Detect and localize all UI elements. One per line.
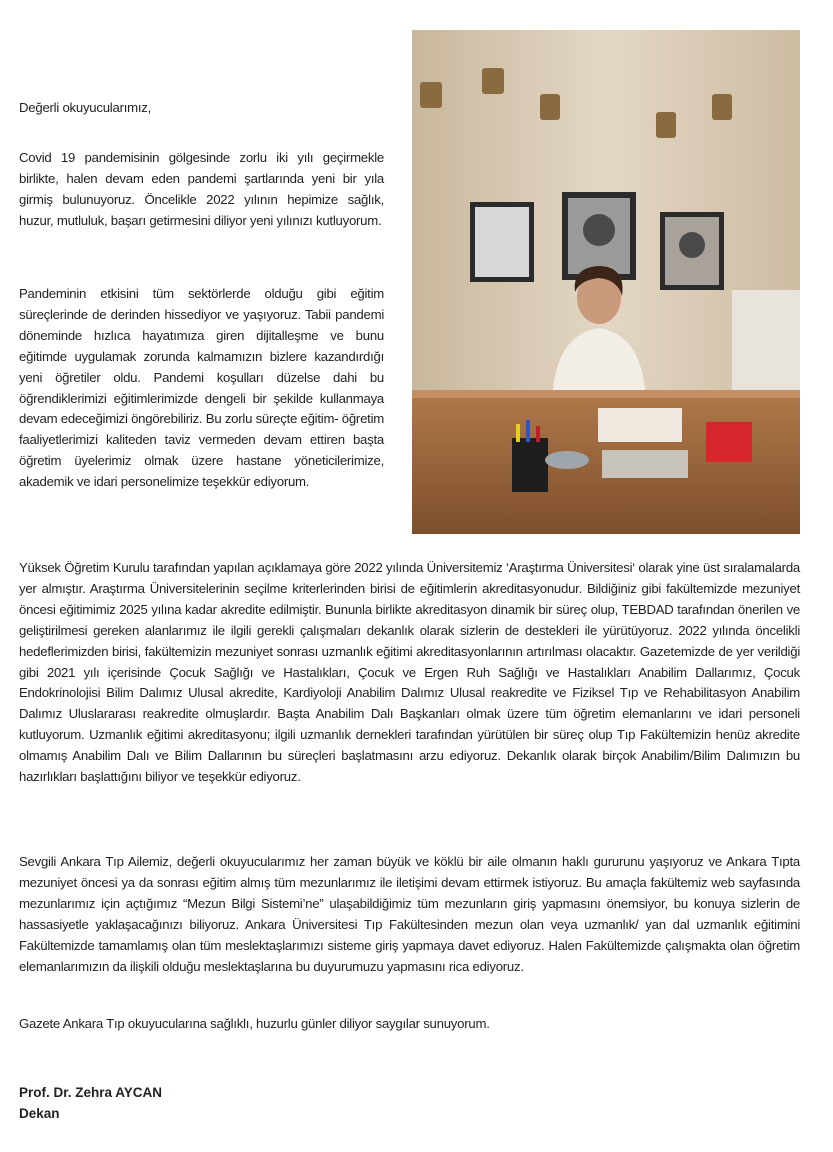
paragraph-pandemic: Pandeminin etkisini tüm sektörlerde olduğu gibi eğitim süreçlerinde de derinden hissediyor ve yaşıyoruz. Tabii pandemi döneminde hızlıca hayatımıza giren dijitalleşme ve bunu eğitimde uygulamak zorunda kalmamızın bizlere kazandırdığı yeni öğretiler oldu. Pandemi koşulları düzelse dahi bu öğrendiklerimizi eğitimlerimizde dengeli bir şekilde kullanmaya devam edeceğimizi öngörebiliriz. Bu zorlu süreçte eğitim- öğretim faaliyetlerimizi kaliteden taviz vermeden devam ettiren başta öğretim üyelerimiz olmak üzere hastane yöneticilerimize, akademik ve idari personelimize teşekkür ediyorum. <box>19 286 384 490</box>
paragraph-alumni: Sevgili Ankara Tıp Ailemiz, değerli okuyucularımız her zaman büyük ve köklü bir aile olmanın haklı gururunu yaşıyoruz ve Ankara Tıpta mezuniyet öncesi ya da sonrası eğitim almış tüm mezunlarımız ile iletişimi devam ettirmek istiyoruz. Bu amaçla fakültemiz web sayfasında mezunlarımız için açtığımız “Mezun Bilgi Sistemi’ne” ulaşabildiğimiz tüm mezunların giriş yapmasını önemsiyor, bu konuya sizlerin de hassasiyetle yaklaşacağınızı biliyoruz. Ankara Üniversitesi Tıp Fakültesinden mezun olan veya uzmanlık/ yan dal uzmanlık eğitimini Fakültemizde tamamlamış olan tüm meslektaşlarımızı sisteme giriş yapmaya davet ediyoruz. Halen Fakültemizde çalışmakta olan öğretim elemanlarımızın da ilişkili olduğu meslektaşlarına bu duyurumuzu yapmasını rica ediyoruz. <box>19 854 800 974</box>
paragraph-intro: Covid 19 pandemisinin gölgesinde zorlu iki yılı geçirmekle birlikte, halen devam eden pandemi şartlarında yeni bir yıla girmiş bulunuyoruz. Öncelikle 2022 yılının hepimize sağlık, huzur, mutluluk, başarı getirmesini diliyor yeni yılınızı kutluyorum. <box>19 150 384 228</box>
signature-title: Dekan <box>19 1106 60 1121</box>
paragraph-accreditation: Yüksek Öğretim Kurulu tarafından yapılan açıklamaya göre 2022 yılında Üniversitemiz ‘Araştırma Üniversitesi‘ olarak yine üst sıralamalarda yer almıştır. Araştırma Üniversitelerinin seçilme kriterlerinden birisi de eğitimlerin akreditasyonudur. Bildiğiniz gibi fakültemizde mezuniyet öncesi eğitimimiz 2025 yılına kadar akredite edilmiştir. Bununla birlikte akreditasyon dinamik bir süreç olup, TEBDAD tarafından önerilen ve geliştirilmesi gereken alanlarımız ile ilgili gerekli çalışmaları dekanlık olarak sizlerin de destekleri ile yürütüyoruz. 2022 yılında öncelikli hedeflerimizden birisi, fakültemizin mezuniyet sonrası uzmanlık eğitimi akreditasyonlarının artırılması olacaktır. Gazetemizde de yer verildiği gibi 2021 yılı içerisinde Çocuk Sağlığı ve Hastalıkları, Çocuk ve Ergen Ruh Sağlığı ve Hastalıkları Anabilim Dallarımız, Çocuk Endokrinolojisi Bilim Dalımız Ulusal akredite, Kardiyoloji Anabilim Dalımız Ulusal reakredite ve Fiziksel Tıp ve Rehabilitasyon Anabilim Dalımız Uluslararası reakredite olmuşlardır. Başta Anabilim Dalı Başkanları olmak üzere tüm öğretim elemanlarını ve idari personeli kutluyorum. Uzmanlık eğitimi akreditasyonu; ilgili uzmanlık dernekleri tarafından yürütülen bir süreç olup Tıp Fakültemizin henüz akredite olmamış Anabilim Dalı ve Bilim Dallarının bu süreçleri başlatmasını arzu ediyoruz. Dekanlık olarak birçok Anabilim/Bilim Dalımızın bu hazırlıkları başlattığını biliyor ve teşekkür ediyoruz. <box>19 560 800 785</box>
dean-photo <box>412 30 800 534</box>
signature-name: Prof. Dr. Zehra AYCAN <box>19 1085 163 1100</box>
greeting: Değerli okuyucularımız, <box>19 100 152 115</box>
closing-line: Gazete Ankara Tıp okuyucularına sağlıklı, huzurlu günler diliyor saygılar sunuyorum. <box>19 1016 490 1031</box>
